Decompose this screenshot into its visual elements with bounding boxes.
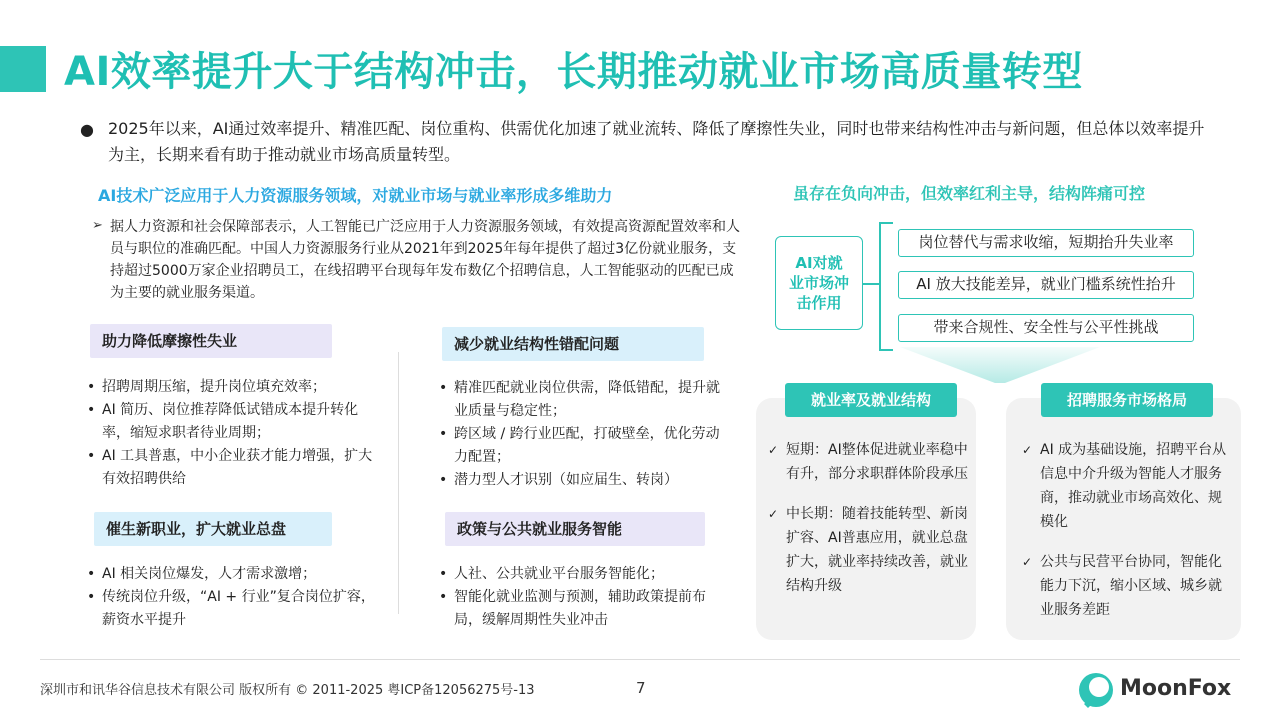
tag-new-jobs: 催生新职业，扩大就业总盘	[94, 512, 332, 546]
list-item: ✓ 短期：AI整体促进就业率稳中有升，部分求职群体阶段承压	[768, 438, 968, 486]
list-item: • 精准匹配就业岗位供需，降低错配，提升就业质量与稳定性；	[436, 377, 726, 423]
left-subtitle: AI技术广泛应用于人力资源服务领域，对就业市场与就业率形成多维助力	[98, 186, 613, 205]
list-reduce-friction	[84, 376, 384, 491]
footer-divider	[40, 659, 1240, 660]
tag-reduce-friction: 助力降低摩擦性失业	[90, 324, 332, 358]
list-item: ✓ AI 成为基础设施，招聘平台从信息中介升级为智能人才服务商，推动就业市场高效化、规模化	[1022, 438, 1227, 534]
tag-public-service: 政策与公共就业服务智能	[445, 512, 705, 546]
moonfox-logo-icon	[1076, 670, 1116, 710]
list-item: • AI 相关岗位爆发，人才需求激增；	[84, 563, 384, 586]
page-number: 7	[636, 679, 646, 697]
list-reduce-mismatch	[436, 377, 726, 492]
column-divider	[398, 352, 399, 614]
list-item: • 潜力型人才识别（如应届生、转岗）	[436, 469, 726, 492]
impact-item-3: 带来合规性、安全性与公平性挑战	[898, 314, 1194, 342]
intro-text: 2025年以来，AI通过效率提升、精准匹配、岗位重构、供需优化加速了就业流转、降低了摩擦性失业，同时也带来结构性冲击与新问题，但总体以效率提升为主，长期来看有助于推动就业市场高质量转型。	[108, 119, 1205, 164]
impact-item-1: 岗位替代与需求收缩，短期抬升失业率	[898, 229, 1194, 257]
footer-copyright: 深圳市和讯华谷信息技术有限公司 版权所有 © 2011-2025 粤ICP备12056275号-13	[40, 683, 535, 698]
left-paragraph: 据人力资源和社会保障部表示，人工智能已广泛应用于人力资源服务领域，有效提高资源配置效率和人员与职位的准确匹配。中国人力资源服务行业从2021年到2025年每年提供了超过3亿份就业服务，支持超过5000万家企业招聘员工，在线招聘平台现每年发布数亿个招聘信息，人工智能驱动的匹配已成为主要的就业服务渠道。	[110, 219, 740, 301]
connector-line	[879, 222, 893, 224]
list-item: • 智能化就业监测与预测，辅助政策提前布局，缓解周期性失业冲击	[436, 586, 726, 632]
logo-wordmark: MoonFox	[1120, 676, 1232, 701]
tag-reduce-mismatch: 减少就业结构性错配问题	[442, 327, 704, 361]
list-new-jobs	[84, 563, 384, 632]
badge-recruitment: 招聘服务市场格局	[1041, 383, 1213, 417]
connector-line	[863, 283, 879, 285]
arrow-icon: ➢	[92, 218, 103, 233]
title-accent-bar	[0, 46, 46, 92]
ai-impact-label: AI对就业市场冲击作用	[789, 254, 850, 312]
list-item: ✓ 公共与民营平台协同，智能化能力下沉，缩小区域、城乡就业服务差距	[1022, 550, 1227, 622]
list-recruitment	[1022, 438, 1227, 622]
list-item: • 跨区域 / 跨行业匹配，打破壁垒，优化劳动力配置；	[436, 423, 726, 469]
right-subtitle: 虽存在负向冲击，但效率红利主导，结构阵痛可控	[793, 184, 1146, 203]
list-item: • 传统岗位升级，“AI + 行业”复合岗位扩容，薪资水平提升	[84, 586, 384, 632]
down-arrow-icon	[880, 345, 1120, 385]
list-item: • 招聘周期压缩，提升岗位填充效率；	[84, 376, 384, 399]
page-title: AI效率提升大于结构冲击，长期推动就业市场高质量转型	[64, 49, 1083, 95]
list-item: • 人社、公共就业平台服务智能化；	[436, 563, 726, 586]
badge-employment: 就业率及就业结构	[785, 383, 957, 417]
list-item: ✓ 中长期：随着技能转型、新岗扩容、AI普惠应用，就业总盘扩大，就业率持续改善，就业结构升级	[768, 502, 968, 598]
bullet-dot: ●	[80, 120, 94, 139]
list-employment	[768, 438, 968, 598]
list-item: • AI 工具普惠，中小企业获才能力增强，扩大有效招聘供给	[84, 445, 384, 491]
list-item: • AI 简历、岗位推荐降低试错成本提升转化率，缩短求职者待业周期；	[84, 399, 384, 445]
connector-line	[879, 222, 881, 350]
impact-item-2: AI 放大技能差异，就业门槛系统性抬升	[898, 271, 1194, 299]
list-public-service	[436, 563, 726, 632]
ai-impact-box	[775, 236, 863, 330]
